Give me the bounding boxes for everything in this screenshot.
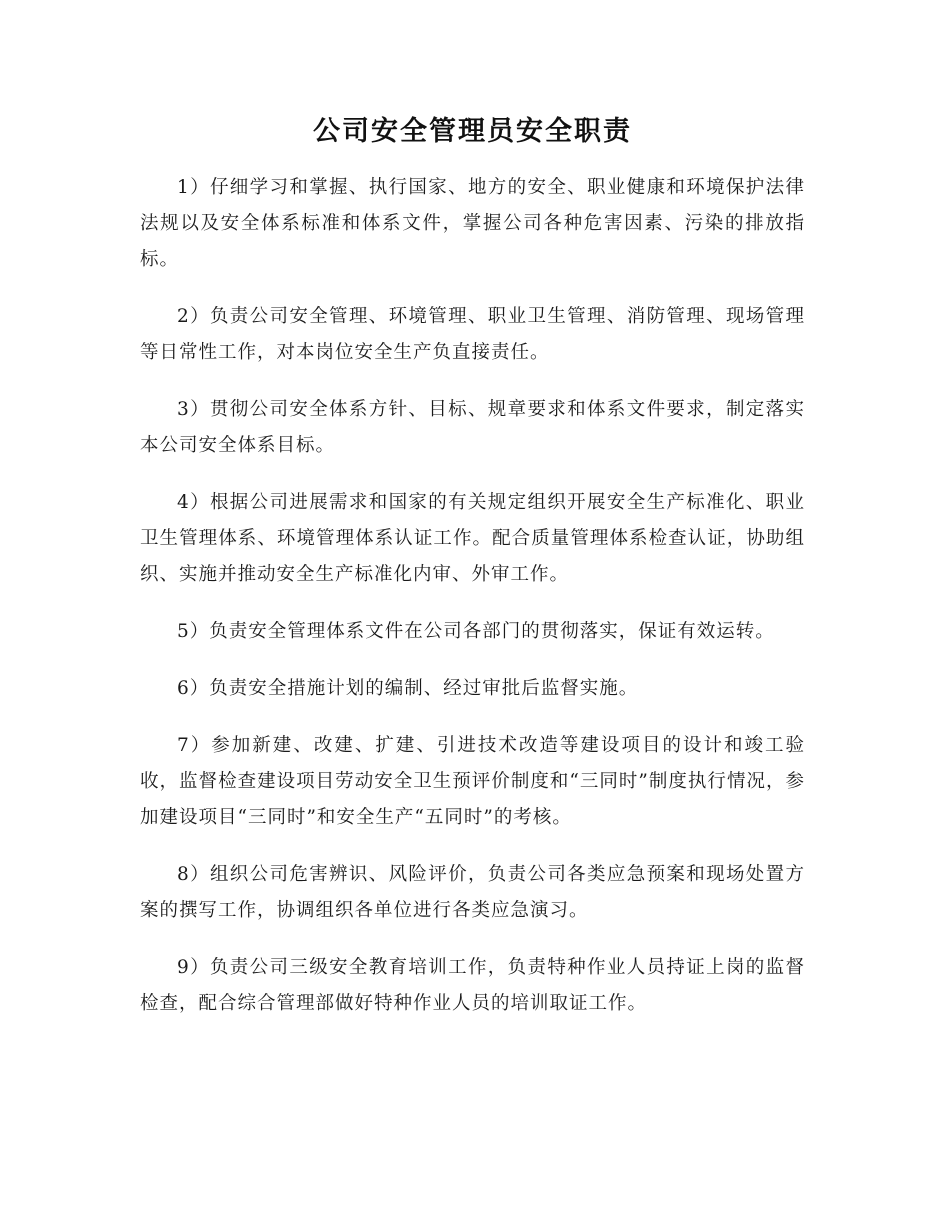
duty-item-7: 7）参加新建、改建、扩建、引进技术改造等建设项目的设计和竣工验收，监督检查建设项目劳动安全卫生预评价制度和“三同时”制度执行情况，参加建设项目“三同时”和安全生产“五同时”的考核。: [140, 735, 805, 828]
duty-item-8: 8）组织公司危害辨识、风险评价，负责公司各类应急预案和现场处置方案的撰写工作，协调组织各单位进行各类应急演习。: [140, 864, 805, 921]
document-body: [140, 112, 805, 1043]
duty-item-9: 9）负责公司三级安全教育培训工作，负责特种作业人员持证上岗的监督检查，配合综合管理部做好特种作业人员的培训取证工作。: [140, 957, 805, 1014]
duty-item-1: 1）仔细学习和掌握、执行国家、地方的安全、职业健康和环境保护法律法规以及安全体系标准和体系文件，掌握公司各种危害因素、污染的排放指标。: [140, 177, 805, 270]
duty-item-5: 5）负责安全管理体系文件在公司各部门的贯彻落实，保证有效运转。: [177, 621, 775, 642]
duty-item-4: 4）根据公司进展需求和国家的有关规定组织开展安全生产标准化、职业卫生管理体系、环境管理体系认证工作。配合质量管理体系检查认证，协助组织、实施并推动安全生产标准化内审、外审工作。: [140, 492, 805, 585]
duty-item-6: 6）负责安全措施计划的编制、经过审批后监督实施。: [177, 678, 639, 699]
duty-item-3: 3）贯彻公司安全体系方针、目标、规章要求和体系文件要求，制定落实本公司安全体系目标。: [140, 399, 805, 456]
duty-item-2: 2）负责公司安全管理、环境管理、职业卫生管理、消防管理、现场管理等日常性工作，对本岗位安全生产负直接责任。: [140, 306, 805, 363]
document-title: 公司安全管理员安全职责: [313, 116, 632, 147]
